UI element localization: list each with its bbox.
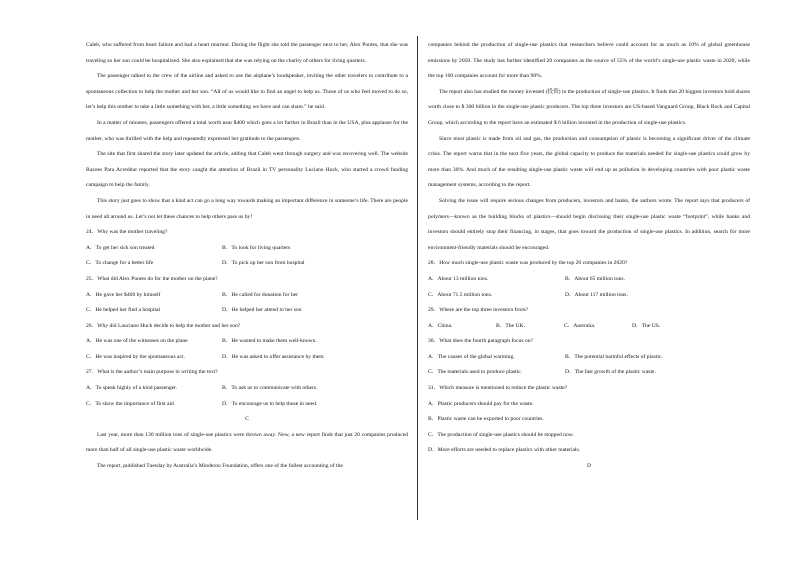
story-paragraph: Caleb, who suffered from heart failure and had a heart murmur. During the flight she told the passenger next to her, Alex Pontes, that she was traveling so her son could be hospitalized. She also explained that she was relying on the charity of others for living quarters. bbox=[86, 42, 408, 64]
option-c: C．He helped her find a hospital bbox=[86, 307, 161, 314]
question-28: 28．How much single-use plastic waste was produced by the top 20 companies in 2020? bbox=[428, 260, 628, 267]
passage-paragraph: The report also has studied the money invested (投资) in the production of single-use plastics. It finds that 20 biggest investors hold shares worth close to $ 300 billion in the single-use plastic producers. The top three investors are US-based Vanguard Group, Black Rock and Capital Group, which according to the report have an estimated $ 6 billion invested in the production of single-use plastics. bbox=[428, 88, 750, 126]
question-29-options bbox=[428, 319, 750, 335]
option-d: D．The fast growth of the plastic waste. bbox=[565, 369, 656, 376]
story-paragraph: The passenger talked to the crew of the airline and asked to use the airplane’s loudspeaker, inviting the other travelers to contribute to a spontaneous collection to help the mother and her son. “All of us would like to find an angel to help us. Those of us who feel moved to do so, let’s help this mother to take a little something with her, a little something we have and can share.” he said. bbox=[86, 73, 408, 111]
question-27-options bbox=[86, 381, 408, 412]
section-d-label: D bbox=[586, 463, 592, 470]
question-24-options bbox=[86, 241, 408, 272]
option-b: B．The UK. bbox=[496, 322, 525, 329]
option-d: D．He was asked to offer assistance by them bbox=[222, 353, 324, 360]
passage-c-paragraph: The report, published Tuesday by Australia’s Minderoo Foundation, offers one of the fullest accounting of the bbox=[97, 463, 343, 470]
option-a: A．To speak highly of a kind passenger. bbox=[86, 385, 178, 392]
option-c: C．The production of single-use plastics should be stopped now. bbox=[428, 431, 574, 438]
option-c: C．To change for a better life bbox=[86, 260, 154, 267]
question-30: 30．What does the fourth paragraph focus on? bbox=[428, 338, 534, 345]
option-d: D．More efforts are needed to replace plastics with other materials. bbox=[428, 447, 581, 454]
option-a: A．Plastic producers should pay for the waste. bbox=[428, 400, 534, 407]
option-a: A．China. bbox=[428, 322, 453, 329]
story-paragraph: The site that first shared the story later updated the article, adding that Caleb went through surgery and was recovering well. The website Razoes Para Acreditar reported that the story caught the attention of Brazil in TV personality Luciano Huck, who started a crowd funding campaign to help the family. bbox=[86, 151, 408, 189]
right-column bbox=[428, 38, 750, 475]
story-paragraph: This story just goes to show that a kind act can go a long way towards making an important difference in someone’s life. There are people in need all around us. Let’s not let these chances to help others pass us by! bbox=[86, 197, 408, 220]
option-c: C．To show the importance of first aid bbox=[86, 400, 174, 407]
passage-paragraph: Solving the issue will require serious changes from producers, investors and banks, the authors wrote. The report says that producers of polymers—known as the building blocks of plastics—should begin disclosing their single-use plastic waste “footprint”, while banks and investors should entirely stop their financing, in stages, that goes toward the production of single-use plastics. In addition, search for more environment-friendly materials should be encouraged. bbox=[428, 197, 750, 251]
option-d: D．About 117 million tons. bbox=[565, 291, 628, 298]
option-b: B．He called for donation for her bbox=[222, 291, 298, 298]
question-24: 24．Why was the mother traveling? bbox=[86, 229, 168, 236]
option-b: B．Plastic waste can be exported to poor countries. bbox=[428, 416, 544, 423]
option-c: C．The materials used to produce plastic. bbox=[428, 369, 523, 376]
option-d: D．To pick up her son from hospital bbox=[222, 260, 305, 267]
option-b: B．He wanted to make them well-known. bbox=[222, 338, 317, 345]
question-29: 29．Where are the top three investors from? bbox=[428, 307, 529, 314]
question-25: 25．What did Alex Pontes do for the mother on the plane? bbox=[86, 275, 218, 282]
question-26: 26．Why did Lauciano Huck decide to help the mother and her son? bbox=[86, 322, 241, 329]
question-31: 31．Which measure is mentioned to reduce the plastic waste? bbox=[428, 385, 568, 392]
option-b: B．About 65 million tons. bbox=[565, 275, 625, 282]
option-a: A．About 13 million tons. bbox=[428, 275, 489, 282]
option-c: C．He was inspired by the spontaneous act. bbox=[86, 353, 185, 360]
column-divider bbox=[417, 36, 418, 520]
option-d: D．The US. bbox=[632, 322, 661, 329]
option-d: D．He helped her attend to her son bbox=[222, 307, 302, 314]
option-b: B．The potential harmful effects of plastic. bbox=[565, 353, 663, 360]
option-c: C．Australia. bbox=[564, 322, 596, 329]
option-a: A．The causes of the global warming. bbox=[428, 353, 515, 360]
question-28-options bbox=[428, 272, 750, 303]
passage-c-paragraph: Last year, more than 130 million tons of single-use plastics were thrown away. Now, a new report finds that just 20 companies produced more than half of all single-use plastic waste worldwide. bbox=[86, 431, 408, 454]
option-d: D．To encourage us to help those in need. bbox=[222, 400, 318, 407]
question-30-options bbox=[428, 350, 750, 381]
option-b: B．To look for living quarters bbox=[222, 244, 291, 251]
story-paragraph: In a matter of minutes, passengers offered a total worth near $400 which goes a lot further in Brazil than in the USA, plus applause for the mother, who was thrilled with the help and repeatedly expressed her gratitude to the passengers. bbox=[86, 119, 408, 142]
option-a: A．To get her sick son treated bbox=[86, 244, 155, 251]
question-27: 27．What is the author’s main purpose in writing the text? bbox=[86, 369, 218, 376]
option-c: C．About 71.5 million tons. bbox=[428, 291, 493, 298]
option-b: B．To ask us to communicate with others. bbox=[222, 385, 318, 392]
section-c-label: C bbox=[245, 416, 249, 423]
question-25-options bbox=[86, 288, 408, 319]
passage-paragraph: Since most plastic is made from oil and gas, the production and consumption of plastic is becoming a significant driver of the climate crisis. The report warns that in the next five years, the global capacity to produce the materials needed for single-use plastics could grow by more than 30%. And much of the resulting single-use plastic waste will end up as pollution in developing countries with poor plastic waste management systems, according to the report. bbox=[428, 135, 750, 189]
option-a: A．He was one of the witnesses on the plane bbox=[86, 338, 188, 345]
option-a: A．He gave her $400 by himself bbox=[86, 291, 161, 298]
passage-paragraph: companies behind the production of single-use plastics that researchers believe could account for as much as 10% of global greenhouse emissions by 2050. The study has further identified 20 companies as the source of 55% of the world’s single-use plastic waste in 2020, while the top 100 companies account for more than 90%. bbox=[428, 42, 750, 80]
left-column bbox=[86, 38, 408, 475]
question-26-options bbox=[86, 334, 408, 365]
